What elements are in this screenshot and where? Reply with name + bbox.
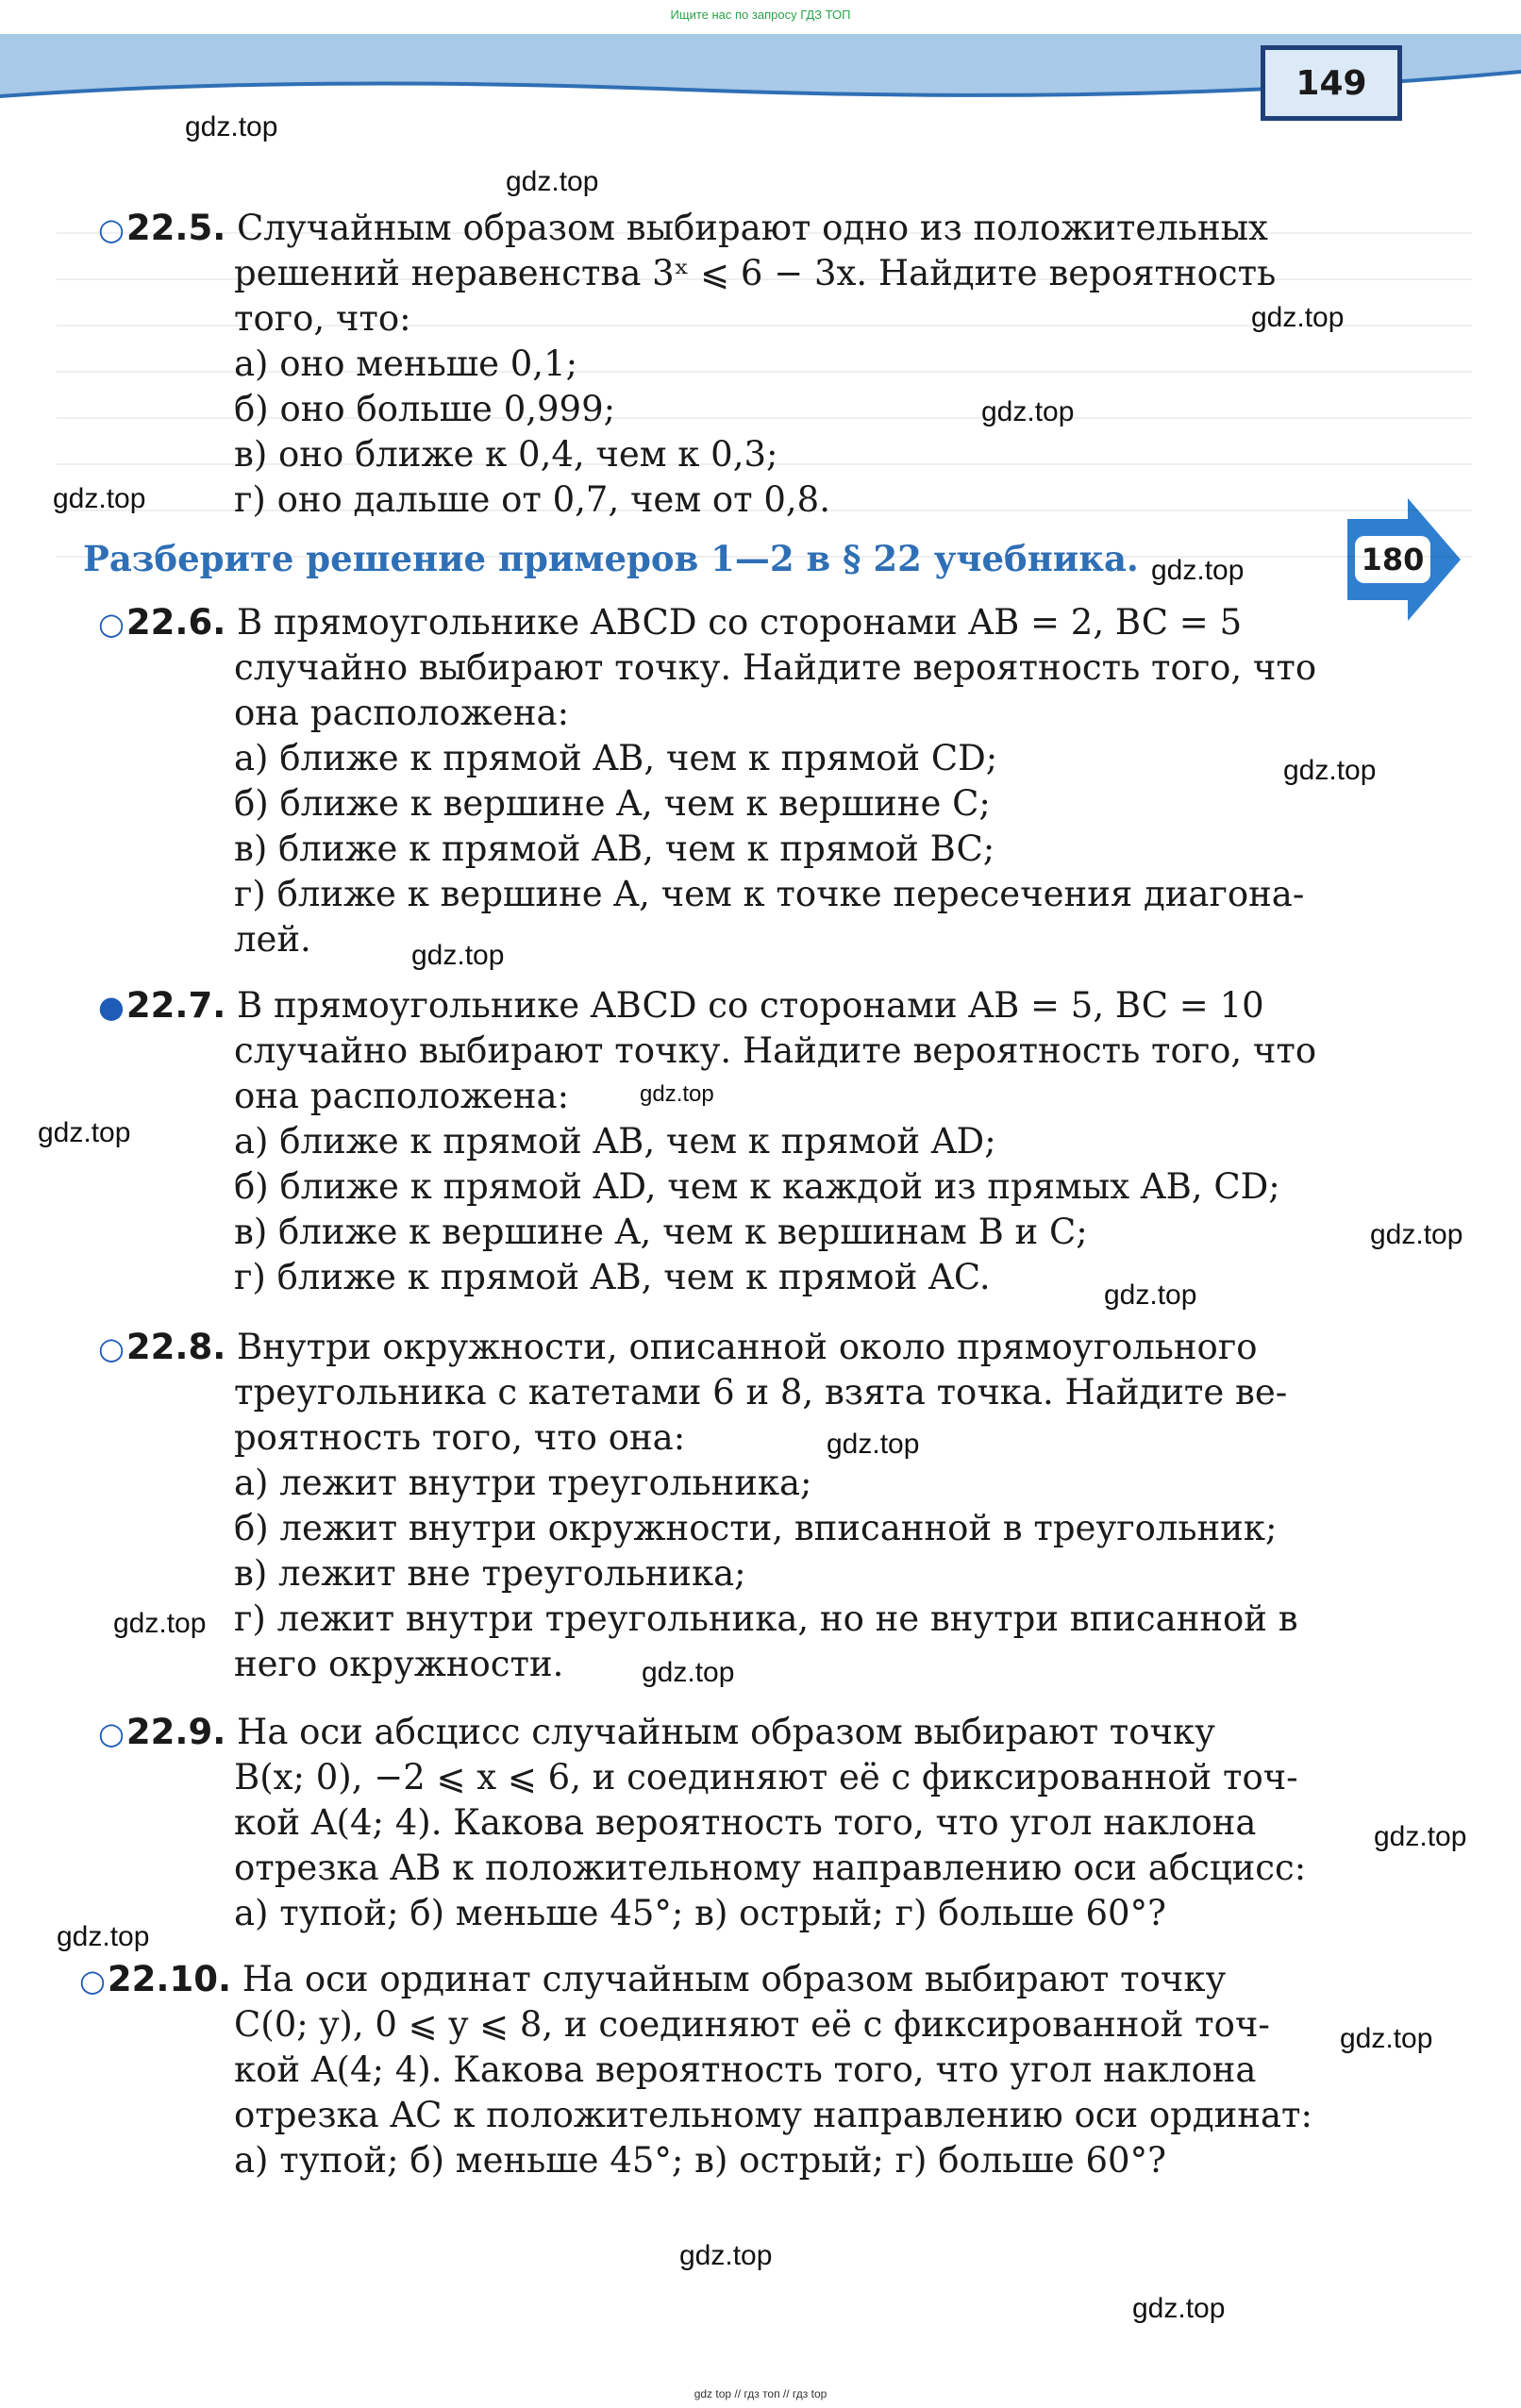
problem-text-line: B(x; 0), −2 ⩽ x ⩽ 6, и соединяют её с фиксированной точ- [234,1757,1298,1798]
watermark: gdz.top [1370,1219,1463,1250]
watermark: gdz.top [57,1921,150,1952]
problem-number: 22.8. [125,1327,226,1367]
problem-text-line: лей. [234,919,311,960]
problem-marker-open: ○ [98,1330,125,1366]
bottom-note: gdz top // гдз топ // гдз top [694,2387,827,2400]
page-number: 149 [1261,45,1402,121]
watermark: gdz.top [679,2240,773,2271]
problem-options: а) тупой; б) меньше 45°; в) острый; г) больше 60°? [234,2140,1166,2181]
problem-text-line: На оси абсцисс случайным образом выбирают точку [237,1712,1215,1752]
problem-number: 22.6. [125,602,226,643]
watermark: gdz.top [411,940,505,971]
problem-marker-filled: ● [98,989,125,1025]
problem-number: 22.5. [125,208,226,248]
problem-22-5-line-1 [98,206,1334,252]
problem-22-6-line-1 [98,600,1242,646]
problem-number: 22.7. [125,985,226,1026]
problem-option-v: в) лежит вне треугольника; [234,1553,746,1594]
watermark: gdz.top [185,111,278,142]
problem-22-8-line-1 [98,1325,1257,1371]
problem-option-a: а) ближе к прямой AB, чем к прямой CD; [234,738,998,778]
watermark: gdz.top [506,166,599,197]
problem-option-g: г) ближе к вершине A, чем к точке пересечения диагона- [234,874,1305,914]
problem-option-v: в) оно ближе к 0,4, чем к 0,3; [234,434,778,475]
problem-text-line: она расположена: [234,1076,570,1116]
problem-text-line: отрезка AB к положительному направлению оси абсцисс: [234,1848,1307,1888]
problem-text-line: кой A(4; 4). Какова вероятность того, что угол наклона [234,1802,1257,1843]
hint-text: Разберите решение примеров 1—2 в § 22 учебника. [83,538,1139,579]
problem-text-line: решений неравенства 3ˣ ⩽ 6 − 3x. Найдите вероятность [234,253,1277,293]
reference-number: 180 [1355,536,1430,583]
problem-option-v: в) ближе к прямой AB, чем к прямой BC; [234,828,995,869]
watermark: gdz.top [642,1657,735,1688]
problem-option-b: б) лежит внутри окружности, вписанной в треугольник; [234,1508,1278,1548]
problem-option-a: а) ближе к прямой AB, чем к прямой AD; [234,1121,996,1162]
reference-arrow[interactable] [1347,498,1461,621]
problem-text-line: В прямоугольнике ABCD со сторонами AB = 2, BC = 5 [237,602,1243,643]
problem-text-line: роятность того, что она: [234,1417,686,1458]
watermark: gdz.top [640,1081,714,1107]
problem-text-line: отрезка AC к положительному направлению оси ординат: [234,2095,1312,2135]
problem-option-g: г) оно дальше от 0,7, чем от 0,8. [234,479,830,520]
watermark: gdz.top [113,1608,207,1639]
problem-text-line: него окружности. [234,1644,564,1684]
problem-option-a: а) лежит внутри треугольника; [234,1463,812,1503]
problem-text-line: Внутри окружности, описанной около прямоугольного [237,1327,1258,1367]
watermark: gdz.top [1104,1279,1197,1311]
problem-text-line: случайно выбирают точку. Найдите вероятность того, что [234,647,1317,688]
watermark: gdz.top [53,483,146,514]
problem-text-line: C(0; y), 0 ⩽ y ⩽ 8, и соединяют её с фиксированной точ- [234,2004,1270,2045]
problem-22-10-line-1 [79,1957,1226,2003]
problem-text-line: случайно выбирают точку. Найдите вероятность того, что [234,1030,1317,1071]
problem-marker-open: ○ [79,1963,106,1998]
problem-22-7-line-1 [98,983,1264,1029]
problem-option-v: в) ближе к вершине A, чем к вершинам B и C; [234,1212,1088,1252]
watermark: gdz.top [1374,1821,1467,1852]
problem-options: а) тупой; б) меньше 45°; в) острый; г) больше 60°? [234,1893,1166,1933]
problem-marker-open: ○ [98,211,125,247]
watermark: gdz.top [1251,302,1345,333]
problem-text-line: В прямоугольнике ABCD со сторонами AB = 5, BC = 10 [237,985,1264,1026]
problem-option-g: г) лежит внутри треугольника, но не внутри вписанной в [234,1598,1298,1639]
watermark: gdz.top [38,1117,131,1148]
problem-option-a: а) оно меньше 0,1; [234,343,578,384]
problem-option-b: б) ближе к вершине A, чем к вершине C; [234,783,991,824]
problem-marker-open: ○ [98,1715,125,1751]
problem-text-line: кой A(4; 4). Какова вероятность того, что угол наклона [234,2049,1257,2090]
watermark: gdz.top [827,1429,920,1460]
watermark: gdz.top [1151,555,1245,586]
problem-text-line: она расположена: [234,693,570,733]
problem-marker-open: ○ [98,606,125,642]
watermark: gdz.top [1340,2023,1433,2054]
watermark: gdz.top [981,396,1075,427]
watermark: gdz.top [1283,755,1377,786]
problem-text-line: Случайным образом выбирают одно из положительных [237,208,1268,248]
problem-text-line: того, что: [234,298,411,339]
problem-option-g: г) ближе к прямой AB, чем к прямой AC. [234,1257,991,1297]
problem-22-9-line-1 [98,1710,1215,1756]
top-note: Ищите нас по запросу ГДЗ ТОП [670,8,851,22]
problem-text-line: На оси ординат случайным образом выбирают точку [242,1959,1227,1999]
problem-text-line: треугольника с катетами 6 и 8, взята точка. Найдите ве- [234,1372,1288,1413]
problem-option-b: б) оно больше 0,999; [234,389,616,429]
watermark: gdz.top [1132,2293,1226,2324]
problem-option-b: б) ближе к прямой AD, чем к каждой из прямых AB, CD; [234,1166,1280,1207]
problem-number: 22.10. [107,1959,232,1999]
problem-number: 22.9. [125,1712,226,1752]
